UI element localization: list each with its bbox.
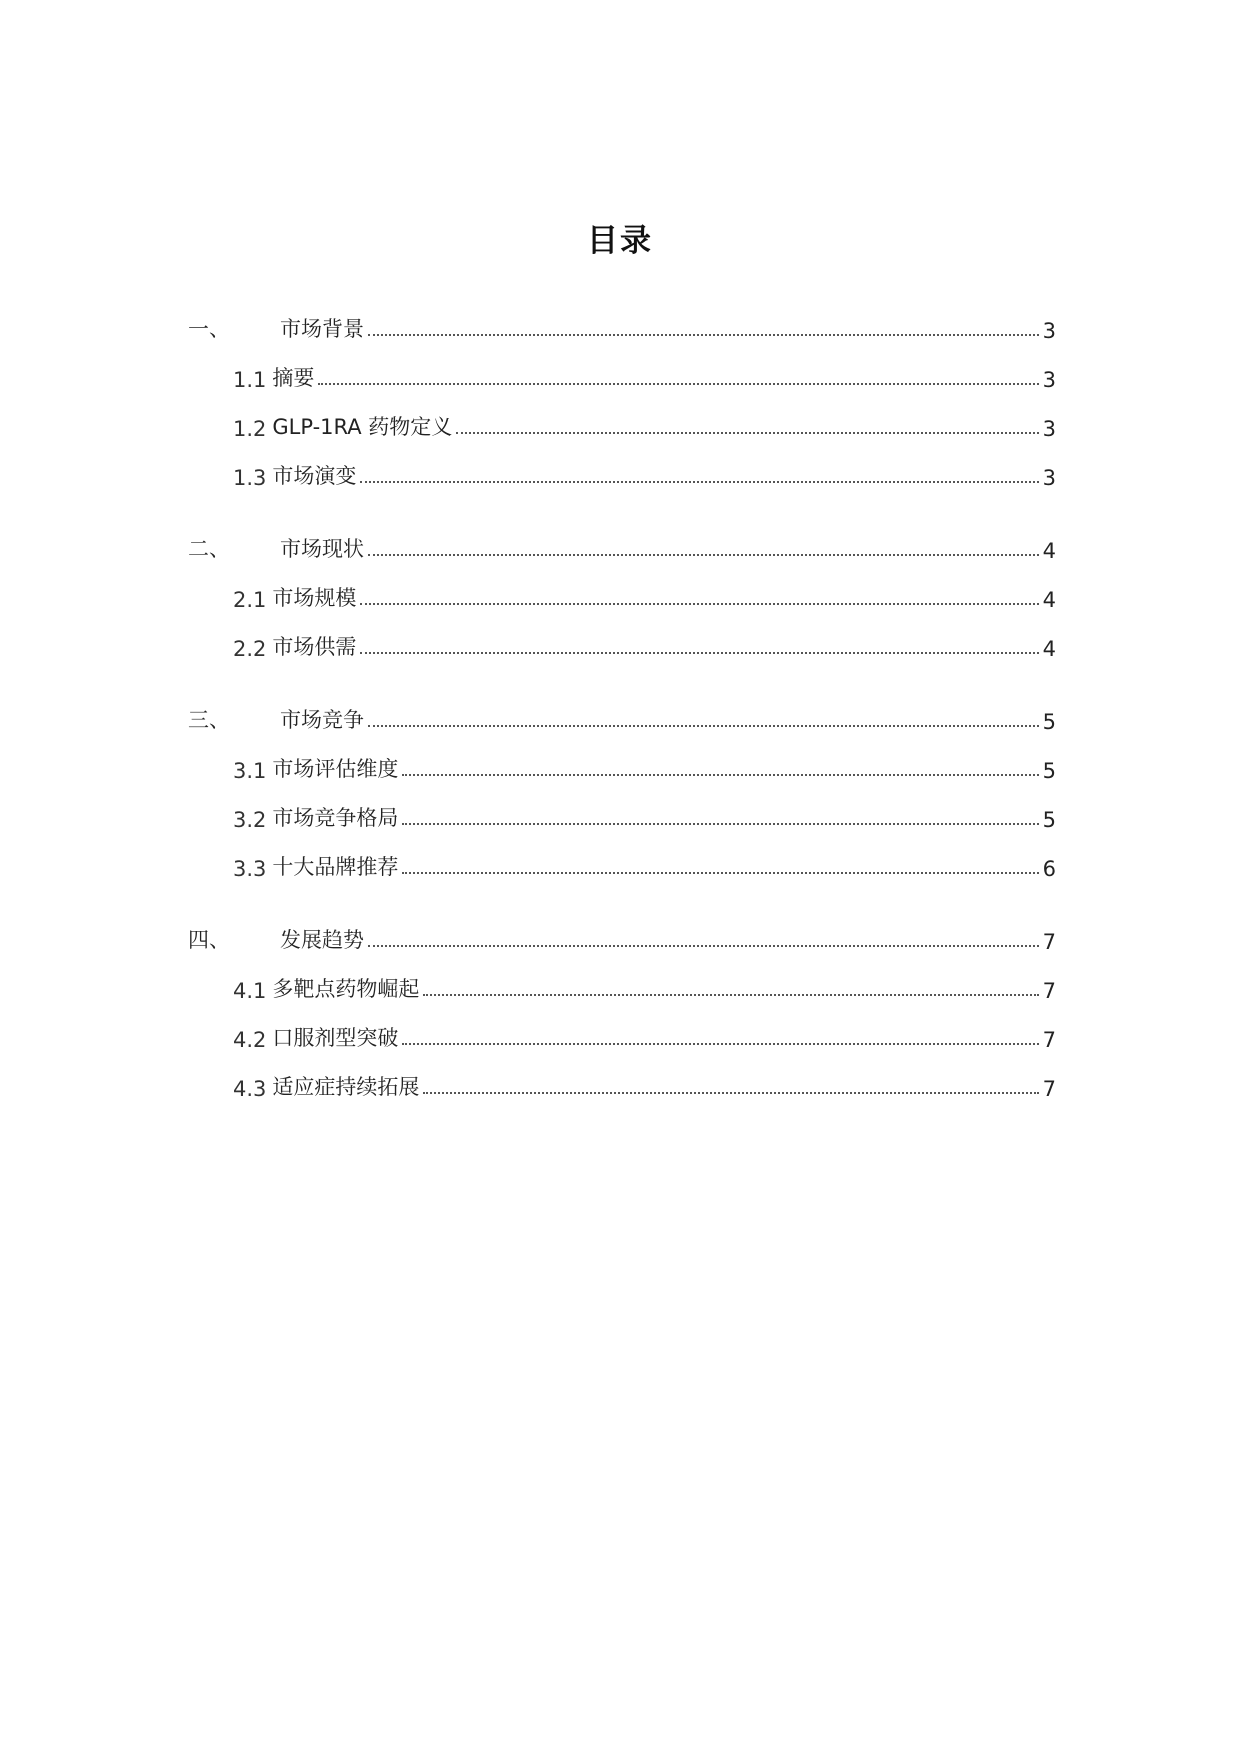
dot-leader — [423, 1092, 1038, 1094]
toc-entry-subsection[interactable] — [188, 1052, 1056, 1101]
toc-entry-subsection[interactable] — [188, 734, 1056, 783]
toc-subsection-number: 3.3 — [233, 857, 267, 881]
table-of-contents — [188, 296, 1056, 1127]
toc-subsection-number: 4.3 — [233, 1077, 267, 1101]
toc-entry-subsection[interactable] — [188, 954, 1056, 1003]
toc-entry-subsection[interactable] — [188, 832, 1056, 881]
toc-entry-chapter[interactable] — [188, 296, 1056, 343]
toc-subsection-label: 十大品牌推荐 — [272, 855, 399, 879]
dot-leader — [360, 652, 1038, 654]
toc-page-number: 5 — [1042, 808, 1056, 832]
toc-subsection-number: 1.3 — [233, 466, 267, 490]
toc-subsection-label: 市场规模 — [272, 586, 357, 610]
toc-chapter-number: 二、 — [188, 537, 230, 561]
toc-chapter-number: 一、 — [188, 317, 230, 341]
toc-page-number: 7 — [1042, 1077, 1056, 1101]
dot-leader — [360, 603, 1038, 605]
toc-subsection-number: 1.1 — [233, 368, 267, 392]
toc-subsection-label: GLP-1RA 药物定义 — [272, 415, 453, 439]
toc-page-number: 7 — [1042, 930, 1056, 954]
toc-chapter-label: 市场竞争 — [280, 708, 364, 732]
dot-leader — [402, 774, 1038, 776]
dot-leader — [402, 872, 1038, 874]
toc-subsection-label: 市场竞争格局 — [272, 806, 399, 830]
toc-page-number: 5 — [1042, 759, 1056, 783]
toc-section — [188, 296, 1056, 490]
dot-leader — [318, 383, 1038, 385]
toc-subsection-label: 摘要 — [272, 366, 315, 390]
toc-entry-chapter[interactable] — [188, 687, 1056, 734]
toc-page-number: 7 — [1042, 979, 1056, 1003]
dot-leader — [368, 554, 1039, 556]
toc-subsection-label: 市场演变 — [272, 464, 357, 488]
toc-page-number: 3 — [1042, 319, 1056, 343]
toc-chapter-label: 市场背景 — [280, 317, 364, 341]
dot-leader — [423, 994, 1038, 996]
toc-subsection-label: 市场供需 — [272, 635, 357, 659]
dot-leader — [368, 945, 1039, 947]
dot-leader — [402, 1043, 1038, 1045]
toc-page-number: 3 — [1042, 466, 1056, 490]
toc-entry-subsection[interactable] — [188, 783, 1056, 832]
toc-page-number: 3 — [1042, 417, 1056, 441]
toc-subsection-number: 4.1 — [233, 979, 267, 1003]
dot-leader — [360, 481, 1038, 483]
toc-title: 目录 — [587, 223, 653, 259]
dot-leader — [368, 725, 1039, 727]
toc-chapter-number: 三、 — [188, 708, 230, 732]
toc-subsection-label: 多靶点药物崛起 — [272, 977, 420, 1001]
toc-entry-chapter[interactable] — [188, 907, 1056, 954]
toc-subsection-number: 2.1 — [233, 588, 267, 612]
toc-chapter-number: 四、 — [188, 928, 230, 952]
toc-subsection-number: 2.2 — [233, 637, 267, 661]
toc-page-number: 4 — [1042, 588, 1056, 612]
toc-entry-subsection[interactable] — [188, 392, 1056, 441]
toc-entry-subsection[interactable] — [188, 343, 1056, 392]
toc-subsection-label: 口服剂型突破 — [272, 1026, 399, 1050]
toc-page-number: 3 — [1042, 368, 1056, 392]
toc-entry-subsection[interactable] — [188, 563, 1056, 612]
toc-subsection-label: 适应症持续拓展 — [272, 1075, 420, 1099]
toc-subsection-number: 4.2 — [233, 1028, 267, 1052]
toc-section — [188, 687, 1056, 881]
toc-page-number: 5 — [1042, 710, 1056, 734]
toc-entry-subsection[interactable] — [188, 612, 1056, 661]
toc-page-number: 7 — [1042, 1028, 1056, 1052]
toc-entry-subsection[interactable] — [188, 1003, 1056, 1052]
toc-chapter-label: 市场现状 — [280, 537, 364, 561]
dot-leader — [456, 432, 1038, 434]
toc-chapter-label: 发展趋势 — [280, 928, 364, 952]
toc-subsection-number: 3.1 — [233, 759, 267, 783]
dot-leader — [402, 823, 1038, 825]
toc-entry-subsection[interactable] — [188, 441, 1056, 490]
toc-section — [188, 516, 1056, 661]
toc-subsection-number: 3.2 — [233, 808, 267, 832]
toc-page-number: 4 — [1042, 637, 1056, 661]
dot-leader — [368, 334, 1039, 336]
toc-page-number: 6 — [1042, 857, 1056, 881]
toc-subsection-label: 市场评估维度 — [272, 757, 399, 781]
toc-entry-chapter[interactable] — [188, 516, 1056, 563]
toc-section — [188, 907, 1056, 1101]
toc-page-number: 4 — [1042, 539, 1056, 563]
toc-subsection-number: 1.2 — [233, 417, 267, 441]
